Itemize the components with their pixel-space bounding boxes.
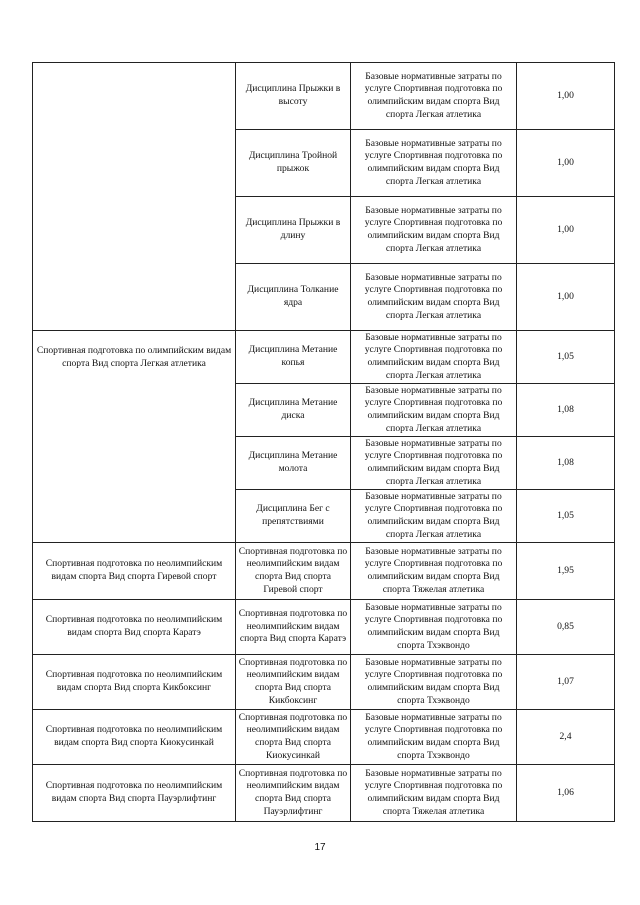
cost-cell: Базовые нормативные затраты по услуге Спортивная подготовка по олимпийским видам спорта Вид спорта Легкая атлетика [351,437,517,490]
table-row [33,600,615,655]
cost-cell: Базовые нормативные затраты по услуге Спортивная подготовка по олимпийским видам спорта Вид спорта Легкая атлетика [351,490,517,543]
table-row [33,63,615,130]
cost-cell: Базовые нормативные затраты по услуге Спортивная подготовка по олимпийским видам спорта Вид спорта Тяжелая атлетика [351,765,517,822]
discipline-cell: Спортивная подготовка по неолимпийским видам спорта Вид спорта Гиревой спорт [236,543,351,600]
discipline-cell: Дисциплина Прыжки в длину [236,197,351,264]
discipline-cell: Дисциплина Толкание ядра [236,264,351,331]
coefficient-cell: 1,95 [517,543,615,600]
coefficient-cell: 1,08 [517,437,615,490]
coefficient-cell: 0,85 [517,600,615,655]
service-cell: Спортивная подготовка по неолимпийским видам спорта Вид спорта Пауэрлифтинг [33,765,236,822]
coefficient-cell: 1,07 [517,655,615,710]
discipline-cell: Спортивная подготовка по неолимпийским видам спорта Вид спорта Пауэрлифтинг [236,765,351,822]
page-number: 17 [314,842,326,853]
cost-cell: Базовые нормативные затраты по услуге Спортивная подготовка по олимпийским видам спорта Вид спорта Тхэквондо [351,600,517,655]
service-cell: Спортивная подготовка по неолимпийским видам спорта Вид спорта Гиревой спорт [33,543,236,600]
coefficient-cell: 1,00 [517,63,615,130]
normative-costs-table [32,62,615,822]
service-cell: Спортивная подготовка по олимпийским видам спорта Вид спорта Легкая атлетика [33,331,236,543]
coefficient-cell: 2,4 [517,710,615,765]
cost-cell: Базовые нормативные затраты по услуге Спортивная подготовка по олимпийским видам спорта Вид спорта Тяжелая атлетика [351,543,517,600]
service-cell: Спортивная подготовка по неолимпийским видам спорта Вид спорта Киокусинкай [33,710,236,765]
discipline-cell: Дисциплина Бег с препятствиями [236,490,351,543]
coefficient-cell: 1,05 [517,331,615,384]
table-row [33,655,615,710]
discipline-cell: Спортивная подготовка по неолимпийским видам спорта Вид спорта Кикбоксинг [236,655,351,710]
coefficient-cell: 1,00 [517,197,615,264]
cost-cell: Базовые нормативные затраты по услуге Спортивная подготовка по олимпийским видам спорта Вид спорта Тхэквондо [351,710,517,765]
discipline-cell: Спортивная подготовка по неолимпийским видам спорта Вид спорта Каратэ [236,600,351,655]
coefficient-cell: 1,05 [517,490,615,543]
cost-cell: Базовые нормативные затраты по услуге Спортивная подготовка по олимпийским видам спорта Вид спорта Легкая атлетика [351,264,517,331]
service-cell: Спортивная подготовка по неолимпийским видам спорта Вид спорта Кикбоксинг [33,655,236,710]
coefficient-cell: 1,00 [517,130,615,197]
discipline-cell: Дисциплина Метание копья [236,331,351,384]
table-row [33,331,615,384]
discipline-cell: Дисциплина Метание диска [236,384,351,437]
discipline-cell: Дисциплина Прыжки в высоту [236,63,351,130]
coefficient-cell: 1,00 [517,264,615,331]
discipline-cell: Дисциплина Тройной прыжок [236,130,351,197]
discipline-cell: Дисциплина Метание молота [236,437,351,490]
coefficient-cell: 1,06 [517,765,615,822]
table-row [33,543,615,600]
service-cell [33,63,236,331]
cost-cell: Базовые нормативные затраты по услуге Спортивная подготовка по олимпийским видам спорта Вид спорта Легкая атлетика [351,331,517,384]
discipline-cell: Спортивная подготовка по неолимпийским видам спорта Вид спорта Киокусинкай [236,710,351,765]
coefficient-cell: 1,08 [517,384,615,437]
table-row [33,765,615,822]
table-row [33,710,615,765]
service-cell: Спортивная подготовка по неолимпийским видам спорта Вид спорта Каратэ [33,600,236,655]
cost-cell: Базовые нормативные затраты по услуге Спортивная подготовка по олимпийским видам спорта Вид спорта Легкая атлетика [351,197,517,264]
cost-cell: Базовые нормативные затраты по услуге Спортивная подготовка по олимпийским видам спорта Вид спорта Легкая атлетика [351,63,517,130]
cost-cell: Базовые нормативные затраты по услуге Спортивная подготовка по олимпийским видам спорта Вид спорта Легкая атлетика [351,384,517,437]
cost-cell: Базовые нормативные затраты по услуге Спортивная подготовка по олимпийским видам спорта Вид спорта Легкая атлетика [351,130,517,197]
cost-cell: Базовые нормативные затраты по услуге Спортивная подготовка по олимпийским видам спорта Вид спорта Тхэквондо [351,655,517,710]
